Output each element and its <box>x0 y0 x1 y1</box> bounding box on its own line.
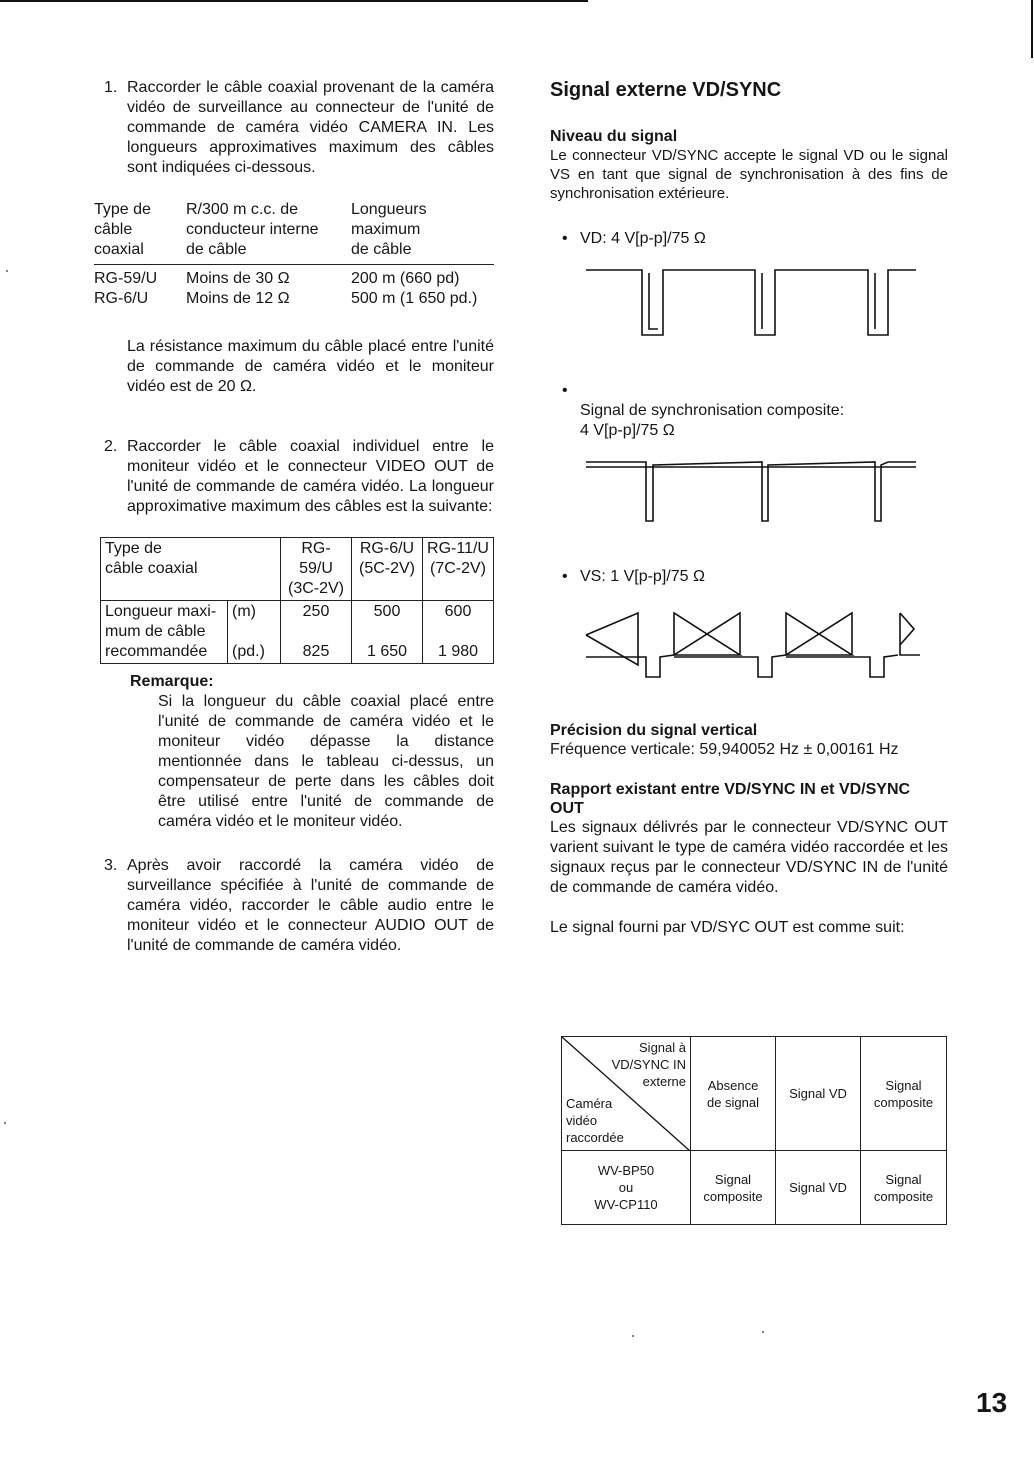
resistance-note: La résistance maximum du câble placé entre l'unité de commande de caméra vidéo et le moniteur vidéo est de 20 Ω. <box>127 338 494 395</box>
t2-header-col: RG-59/U (3C-2V) <box>281 538 352 601</box>
t3-corner-cell <box>562 1037 691 1151</box>
composite-waveform <box>586 462 916 521</box>
page-number: 13 <box>976 1387 1008 1418</box>
vs-bullet-text: VS: 1 V[p-p]/75 Ω <box>580 568 705 585</box>
remark-title: Remarque: <box>130 673 214 690</box>
vs-waveform-diagram <box>550 605 948 685</box>
vdsync-relation-table <box>561 1036 947 1225</box>
step-3-number: 3. <box>104 857 118 874</box>
step-3-text: Après avoir raccordé la caméra vidéo de surveillance spécifiée à l'unité de commande de caméra vidéo, raccorder le câble audio entre le moniteur vidéo et le connecteur AUDIO OUT de l'unité de commande de caméra vidéo. <box>127 857 494 954</box>
vs-waveform <box>586 613 920 677</box>
t2-header-type: Type de câble coaxial <box>101 538 281 601</box>
t1-cell: 200 m (660 pd) <box>351 270 460 287</box>
step-1 <box>94 78 494 178</box>
precision-heading: Précision du signal vertical <box>550 722 758 739</box>
t2-value: 1 650 <box>352 641 423 664</box>
t1-row <box>94 265 494 290</box>
t1-cell: RG-6/U <box>94 290 149 307</box>
vd-waveform-inner <box>649 273 658 329</box>
t2-value: 825 <box>281 641 352 664</box>
step-2-text: Raccorder le câble coaxial individuel entre le moniteur vidéo et le connecteur VIDEO OUT de l'unité de commande de caméra vidéo. La longueur approximative maximum des câbles est la suivante: <box>127 438 494 515</box>
relation-text: Les signaux délivrés par le connecteur VD/SYNC OUT varient suivant le type de caméra vidéo raccordée et les signaux reçus par le connecteur VD/SYNC IN de l'unité de commande de caméra vidéo. <box>550 819 948 896</box>
t1-row <box>94 289 494 309</box>
t1-cell: Moins de 12 Ω <box>186 290 290 307</box>
recommended-length-table <box>100 537 494 664</box>
vd-waveform <box>586 270 916 335</box>
t3-cell: Signal composite <box>691 1151 776 1225</box>
vd-bullet-text: VD: 4 V[p-p]/75 Ω <box>580 230 706 247</box>
left-column <box>94 78 494 956</box>
precision-text: Fréquence verticale: 59,940052 Hz ± 0,00161 Hz <box>550 741 899 758</box>
t3-row-label: WV-BP50 ou WV-CP110 <box>562 1151 691 1225</box>
right-edge-rule <box>1031 0 1033 58</box>
t3-corner-bottom: Caméra vidéo raccordée <box>566 1096 624 1145</box>
t3-cell: Signal composite <box>861 1151 947 1225</box>
right-column <box>550 78 948 938</box>
t2-header-col: RG-6/U (5C-2V) <box>352 538 423 601</box>
t1-header-type: Type de câble coaxial <box>94 200 186 265</box>
signal-level-heading: Niveau du signal <box>550 128 678 145</box>
step-3 <box>94 856 494 956</box>
t2-value: 250 <box>281 601 352 642</box>
t3-header-col: Signal VD <box>776 1037 861 1151</box>
t3-cell: Signal VD <box>776 1151 861 1225</box>
t1-cell: Moins de 30 Ω <box>186 270 290 287</box>
composite-waveform-diagram <box>550 457 948 537</box>
vd-bullet: • VD: 4 V[p-p]/75 Ω <box>562 230 706 247</box>
scan-speck <box>4 1122 6 1124</box>
t1-header-resistance: R/300 m c.c. de conducteur interne de câble <box>186 200 351 265</box>
scan-speck <box>632 1335 634 1337</box>
scan-speck <box>762 1331 764 1333</box>
t2-header-col: RG-11/U (7C-2V) <box>423 538 494 601</box>
t2-value: 500 <box>352 601 423 642</box>
step-1-number: 1. <box>104 79 118 96</box>
vd-waveform-diagram <box>550 265 948 345</box>
t3-header-col: Absence de signal <box>691 1037 776 1151</box>
section-title: Signal externe VD/SYNC <box>550 79 782 101</box>
top-rule <box>0 0 588 2</box>
signal-level-text: Le connecteur VD/SYNC accepte le signal VD ou le signal VS en tant que signal de synchronisation à des fins de synchronisation extérieure. <box>550 147 948 202</box>
composite-bullet-text: Signal de synchronisation composite: 4 V[p-p]/75 Ω <box>580 402 845 439</box>
t1-header-length: Longueurs maximum de câble <box>351 200 494 265</box>
t1-cell: 500 m (1 650 pd.) <box>351 290 478 307</box>
relation-heading: Rapport existant entre VD/SYNC IN et VD/SYNC OUT <box>550 781 911 817</box>
output-text: Le signal fourni par VD/SYC OUT est comme suit: <box>550 919 905 936</box>
t2-row-label: Longueur maxi- mum de câble recommandée <box>101 601 228 664</box>
t1-cell: RG-59/U <box>94 270 158 287</box>
t2-value: 1 980 <box>423 641 494 664</box>
scan-speck <box>6 270 8 272</box>
step-2 <box>94 437 494 517</box>
t2-value: 600 <box>423 601 494 642</box>
step-1-text: Raccorder le câble coaxial provenant de la caméra vidéo de surveillance au connecteur de l'unité de commande de caméra vidéo CAMERA IN. Les longueurs approximatives maximum des câbles sont indiquées ci-dessous. <box>127 79 494 176</box>
composite-bullet: • Signal de synchronisation composite: 4 V[p-p]/75 Ω <box>562 382 845 439</box>
cable-resistance-table <box>94 200 494 309</box>
t3-corner-top: Signal à VD/SYNC IN externe <box>611 1040 686 1089</box>
t2-unit-pd: (pd.) <box>228 641 281 664</box>
t3-row <box>562 1151 947 1225</box>
step-2-number: 2. <box>104 438 118 455</box>
t3-header-col: Signal composite <box>861 1037 947 1151</box>
t2-unit-m: (m) <box>228 601 281 642</box>
remark-text: Si la longueur du câble coaxial placé entre l'unité de commande de caméra vidéo et le moniteur vidéo dépasse la distance mentionnée dans le tableau ci-dessus, un compensateur de perte dans les câbles doit être utilisé entre l'unité de commande de caméra vidéo et le moniteur vidéo. <box>158 693 494 830</box>
vs-bullet: • VS: 1 V[p-p]/75 Ω <box>562 568 705 585</box>
